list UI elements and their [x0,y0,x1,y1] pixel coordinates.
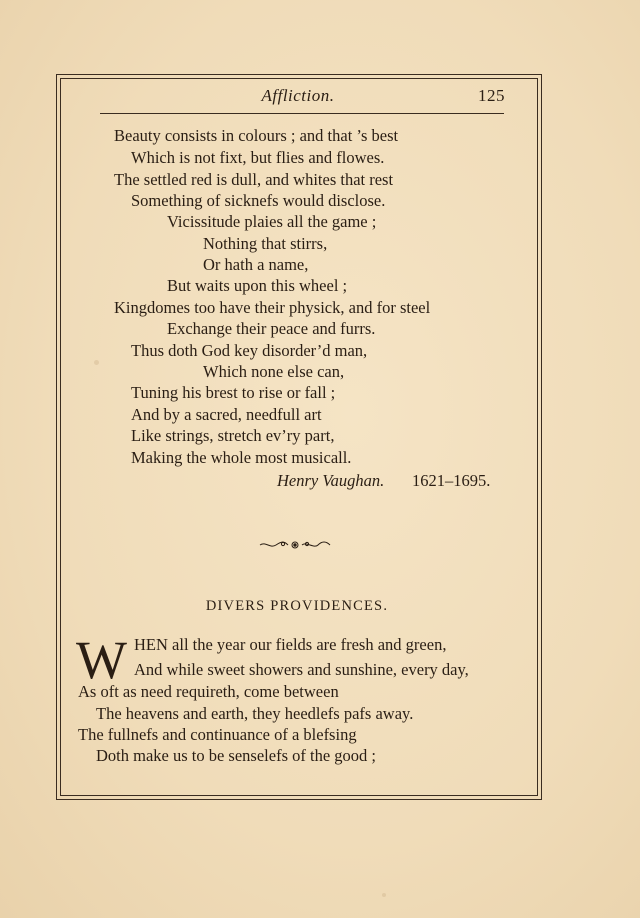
author-name: Henry Vaughan. [277,471,385,490]
poem-line: And while sweet showers and sunshine, every day, [134,660,469,679]
paper-spot [382,893,386,897]
poem-line: The settled red is dull, and whites that rest [114,170,394,189]
poem-line: Exchange their peace and furrs. [167,319,376,338]
poem-line: The fullnefs and continuance of a blefsing [78,725,357,744]
poem-line: And by a sacred, needfull art [131,405,322,424]
page-number: 125 [478,86,505,105]
poem-line: Tuning his brest to rise or fall ; [131,383,336,402]
poem-line: Nothing that stirrs, [203,234,328,253]
poem-line: Doth make us to be senselefs of the good ; [96,746,376,765]
author-years: 1621–1695. [412,471,491,490]
ornament-divider [258,538,332,552]
section-heading: DIVERS PROVIDENCES. [205,598,389,614]
poem-line: Which is not fixt, but flies and flowes. [131,148,385,167]
poem-line: The heavens and earth, they heedlefs pafs away. [96,704,414,723]
poem-line: HEN all the year our fields are fresh and green, [134,635,447,654]
poem-line: Beauty consists in colours ; and that ’s best [114,126,399,145]
poem-line: As oft as need requireth, come between [78,682,339,701]
poem-line: Which none else can, [203,362,345,381]
poem-line: Or hath a name, [203,255,309,274]
poem-line: Thus doth God key disorder’d man, [131,341,368,360]
poem-line: Vicissitude plaies all the game ; [167,212,377,231]
poem-line: Kingdomes too have their physick, and for steel [114,298,431,317]
header-rule [100,113,504,114]
poem-line: Making the whole most musicall. [131,448,352,467]
drop-cap: W [76,630,125,690]
poem-line: Like strings, stretch ev’ry part, [131,426,335,445]
running-title: Affliction. [261,86,335,105]
poem-line: Something of sicknefs would disclose. [131,191,386,210]
poem-line: But waits upon this wheel ; [167,276,348,295]
